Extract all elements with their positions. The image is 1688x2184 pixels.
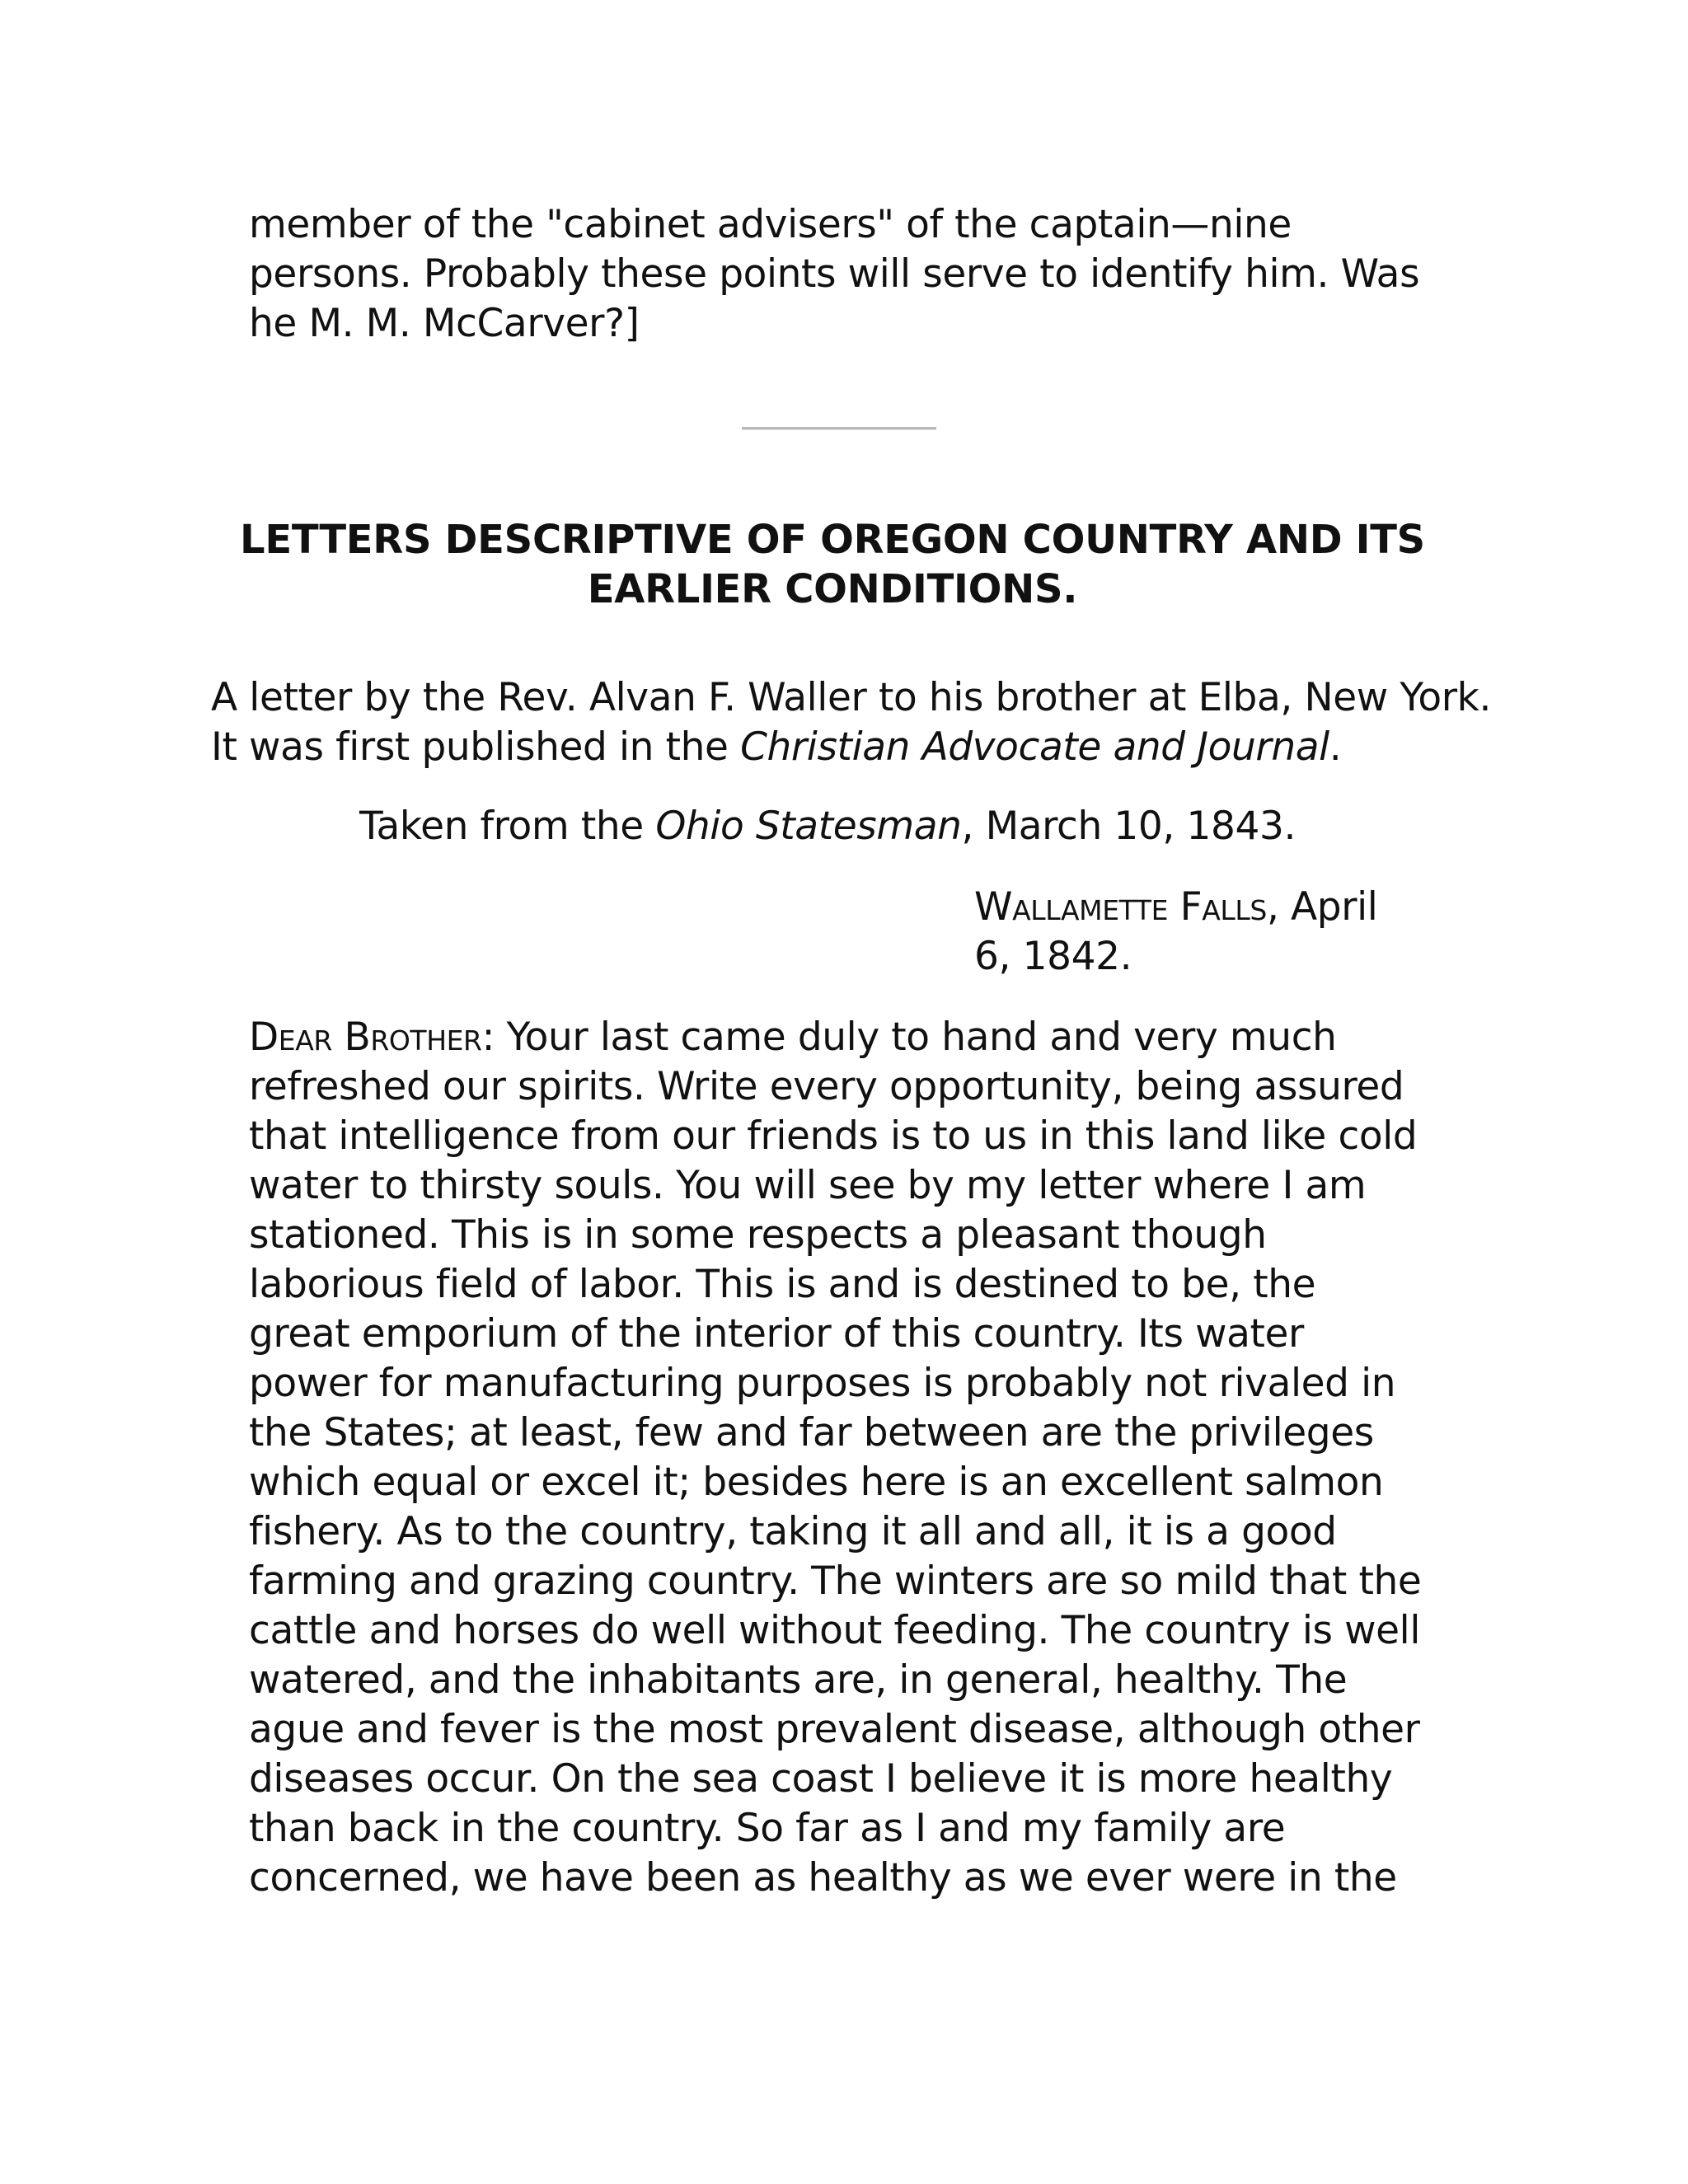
text-segment: Taken from the xyxy=(359,804,656,849)
text-segment: . xyxy=(1329,724,1342,770)
text-line xyxy=(974,883,1469,932)
salutation: Dear Brother xyxy=(249,1015,482,1060)
text-line: fishery. As to the country, taking it all and all, it is a good xyxy=(249,1509,1337,1554)
text-line: water to thirsty souls. You will see by my letter where I am xyxy=(249,1163,1367,1208)
text-line: great emporium of the interior of this country. Its water xyxy=(249,1311,1304,1357)
section-heading xyxy=(165,515,1500,614)
text-segment: , March 10, 1843. xyxy=(961,804,1296,849)
text-line xyxy=(359,802,1513,851)
section-divider xyxy=(742,427,936,430)
source-note xyxy=(359,802,1513,851)
text-line: refreshed our spirits. Write every opportunity, being assured xyxy=(249,1064,1404,1109)
text-line: laborious field of labor. This is and is destined to be, the xyxy=(249,1262,1316,1307)
text-segment: , April xyxy=(1266,884,1378,930)
text-line: farming and grazing country. The winters are so mild that the xyxy=(249,1558,1422,1604)
text-line: ague and fever is the most prevalent disease, although other xyxy=(249,1707,1420,1752)
text-line: concerned, we have been as healthy as we ever were in the xyxy=(249,1855,1397,1900)
text-line: persons. Probably these points will serve to identify him. Was xyxy=(249,251,1420,297)
publication-title: Christian Advocate and Journal xyxy=(740,724,1329,770)
text-line: than back in the country. So far as I and my family are xyxy=(249,1806,1286,1851)
heading-line: LETTERS DESCRIPTIVE OF OREGON COUNTRY AND ITS xyxy=(240,517,1425,563)
dateline-place: Wallamette Falls xyxy=(974,884,1267,930)
text-line: 6, 1842. xyxy=(974,934,1132,979)
text-line: cattle and horses do well without feeding. The country is well xyxy=(249,1608,1421,1653)
text-line: which equal or excel it; besides here is an excellent salmon xyxy=(249,1460,1384,1505)
text-segment: It was first published in the xyxy=(211,724,741,770)
letter-dateline xyxy=(974,883,1469,982)
text-line xyxy=(211,723,1530,772)
intro-paragraph xyxy=(249,200,1444,349)
letter-description xyxy=(211,673,1530,772)
text-line: member of the "cabinet advisers" of the captain—nine xyxy=(249,202,1292,247)
text-line: he M. M. McCarver?] xyxy=(249,301,640,346)
text-segment: : Your last came duly to hand and very much xyxy=(481,1015,1337,1060)
letter-body xyxy=(249,1013,1469,1903)
text-line: the States; at least, few and far between are the privileges xyxy=(249,1410,1374,1455)
heading-line: EARLIER CONDITIONS. xyxy=(587,566,1078,612)
text-line: stationed. This is in some respects a pleasant though xyxy=(249,1212,1267,1258)
text-line: watered, and the inhabitants are, in general, healthy. The xyxy=(249,1657,1348,1703)
text-line: diseases occur. On the sea coast I believe it is more healthy xyxy=(249,1756,1393,1802)
text-line xyxy=(249,1013,1469,1062)
text-line: A letter by the Rev. Alvan F. Waller to his brother at Elba, New York. xyxy=(211,675,1492,720)
newspaper-title: Ohio Statesman xyxy=(655,804,962,849)
text-line: power for manufacturing purposes is probably not rivaled in xyxy=(249,1361,1396,1406)
text-line: that intelligence from our friends is to us in this land like cold xyxy=(249,1113,1418,1159)
